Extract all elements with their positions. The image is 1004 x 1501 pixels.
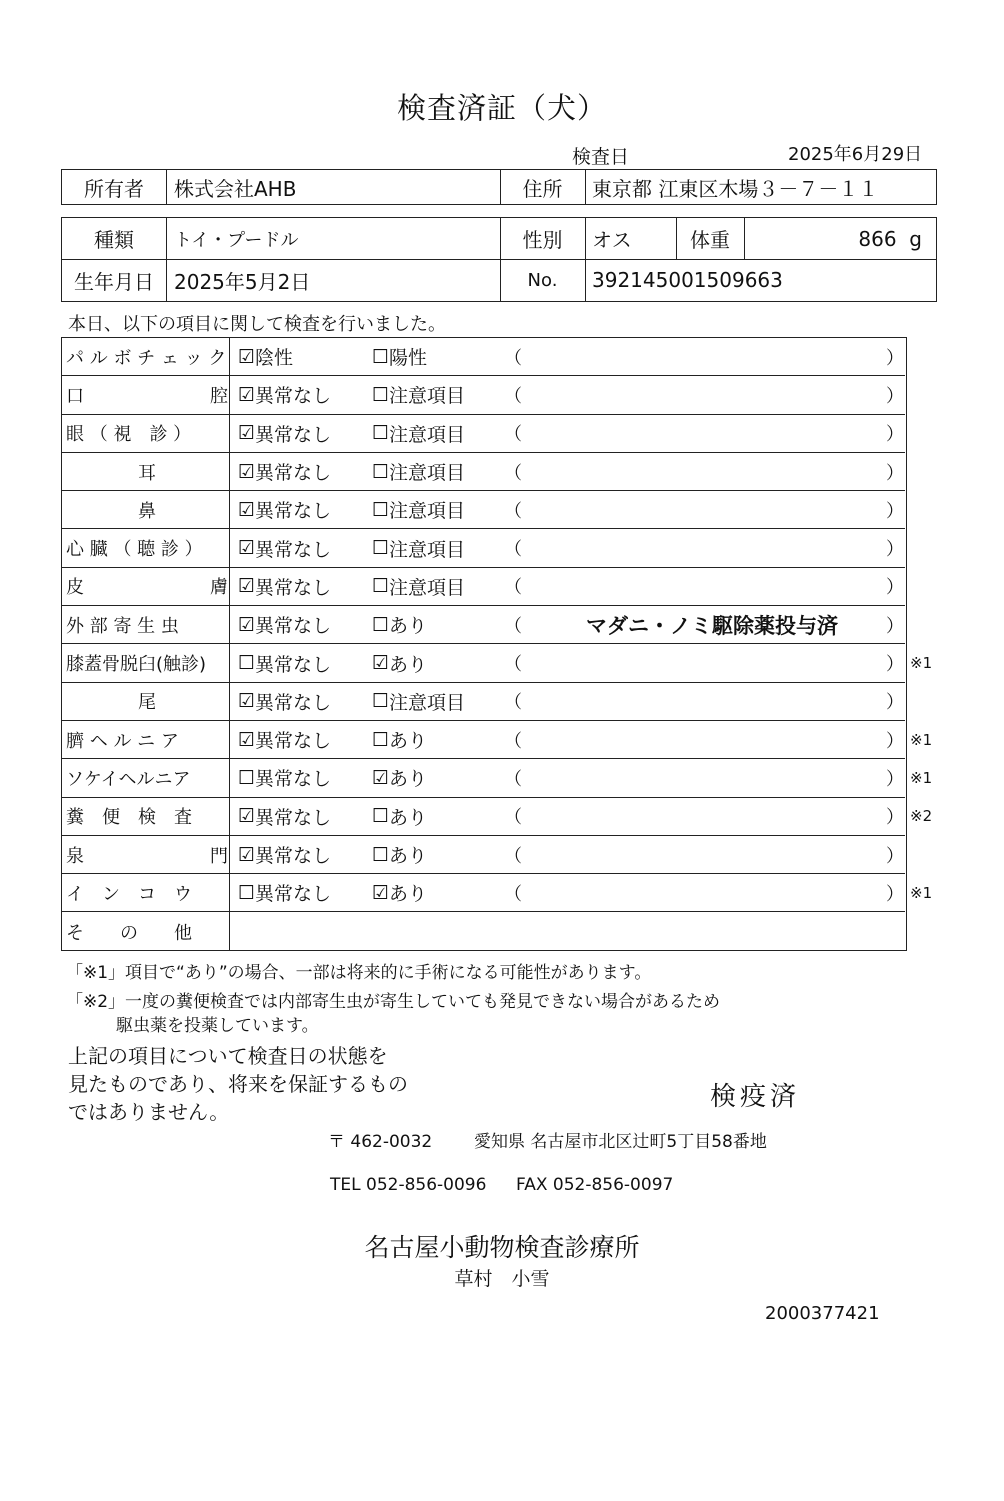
paren-close: ）: [886, 347, 904, 369]
checkbox-icon[interactable]: ☐: [372, 422, 390, 445]
clinic-fax: FAX 052-856-0097: [516, 1175, 674, 1195]
exam-item-label: ソケイヘルニア: [66, 768, 191, 790]
paren-open: （: [504, 883, 522, 905]
exam-item-label: 皮 膚: [66, 577, 228, 599]
option-label: あり: [389, 768, 428, 791]
option-abnormal[interactable]: [372, 453, 465, 490]
option-abnormal[interactable]: [372, 376, 465, 413]
checkbox-icon[interactable]: ☐: [238, 766, 256, 789]
paren-open: （: [504, 424, 522, 446]
exam-note: マダニ・ノミ駆除薬投与済: [586, 613, 838, 638]
no-value: 392145001509663: [592, 268, 783, 292]
checkbox-icon[interactable]: ☐: [372, 843, 390, 866]
checkbox-icon[interactable]: ☑: [238, 345, 256, 368]
exam-row: [62, 453, 905, 491]
exam-row: [62, 798, 933, 836]
footnote-mark: ※1: [910, 654, 933, 673]
option-label: 注意項目: [389, 538, 466, 561]
checkbox-icon[interactable]: ☐: [372, 537, 390, 560]
exam-row: [62, 683, 905, 721]
checkbox-icon[interactable]: ☐: [238, 652, 256, 675]
paren-open: （: [504, 577, 522, 599]
option-label: あり: [389, 845, 428, 868]
option-abnormal[interactable]: [372, 874, 427, 911]
exam-row: [62, 874, 933, 912]
option-label: 異常なし: [255, 806, 332, 829]
exam-item-label: 泉 門: [66, 845, 228, 867]
option-normal[interactable]: [238, 568, 331, 605]
breed-label: 種類: [94, 228, 134, 252]
exam-item-label: 外 部 寄 生 虫: [66, 615, 179, 637]
dob-value: 2025年5月2日: [174, 269, 311, 294]
option-label: 異常なし: [255, 883, 332, 906]
exam-table: [61, 337, 933, 951]
footnote-mark: ※2: [910, 807, 933, 826]
exam-date-label: 検査日: [572, 146, 630, 168]
option-label: 異常なし: [255, 691, 332, 714]
quarantine-stamp: 検疫済: [710, 1082, 801, 1112]
exam-row: [62, 721, 933, 759]
checkbox-icon[interactable]: ☑: [372, 652, 390, 675]
option-abnormal[interactable]: [372, 721, 427, 758]
exam-row: [62, 644, 933, 682]
checkbox-icon[interactable]: ☑: [238, 460, 256, 483]
checkbox-icon[interactable]: ☐: [372, 575, 390, 598]
paren-open: （: [504, 385, 522, 407]
option-normal[interactable]: [238, 721, 331, 758]
option-label: 注意項目: [389, 576, 466, 599]
exam-row: [62, 606, 905, 644]
checkbox-icon[interactable]: ☐: [372, 345, 390, 368]
option-label: 陽性: [389, 347, 428, 370]
weight-value: 866 g: [858, 226, 922, 251]
exam-item-label: そ の 他: [66, 922, 192, 944]
paren-close: ）: [886, 883, 904, 905]
exam-item-label: 心 臓 （ 聴 診 ）: [66, 539, 203, 561]
exam-row: [62, 568, 905, 606]
exam-item-label: 尾: [66, 692, 156, 714]
footnote-mark: ※1: [910, 883, 933, 902]
option-abnormal[interactable]: [372, 644, 427, 681]
checkbox-icon[interactable]: ☑: [238, 805, 256, 828]
doctor-name: 草村 小雪: [454, 1268, 550, 1290]
option-label: 異常なし: [255, 615, 332, 638]
option-abnormal[interactable]: [372, 836, 427, 873]
disclaimer: [68, 1042, 408, 1126]
option-label: 注意項目: [389, 423, 466, 446]
owner-label: 所有者: [84, 176, 144, 201]
exam-row: [62, 338, 905, 376]
exam-date: 2025年6月29日: [788, 144, 923, 165]
option-label: あり: [389, 653, 428, 676]
paren-open: （: [504, 654, 522, 676]
footnote-1: 「※1」項目で“あり”の場合、一部は将来的に手術になる可能性があります。: [66, 963, 652, 983]
clinic-address: 愛知県 名古屋市北区辻町5丁目58番地: [474, 1132, 767, 1152]
option-label: 異常なし: [255, 423, 332, 446]
exam-row: [62, 376, 905, 414]
paren-close: ）: [886, 654, 904, 676]
checkbox-icon[interactable]: ☐: [238, 881, 256, 904]
option-normal[interactable]: [238, 759, 331, 796]
paren-close: ）: [886, 462, 904, 484]
no-label: No.: [527, 269, 558, 291]
owner-value: 株式会社AHB: [174, 176, 297, 201]
option-label: 異常なし: [255, 768, 332, 791]
paren-open: （: [504, 462, 522, 484]
option-normal[interactable]: [238, 338, 293, 375]
option-label: 異常なし: [255, 576, 332, 599]
option-label: あり: [389, 730, 428, 753]
checkbox-icon[interactable]: ☑: [372, 881, 390, 904]
sex-label: 性別: [522, 228, 563, 252]
option-normal[interactable]: [238, 874, 331, 911]
paren-close: ）: [886, 692, 904, 714]
disclaimer-line-3: ではありません。: [68, 1100, 230, 1124]
checkbox-icon[interactable]: ☑: [238, 843, 256, 866]
sex-value: オス: [592, 228, 632, 252]
option-label: あり: [389, 806, 428, 829]
option-label: 異常なし: [255, 653, 332, 676]
exam-item-label: 臍 ヘ ル ニ ア: [66, 730, 179, 752]
option-normal[interactable]: [238, 836, 331, 873]
option-label: 陰性: [255, 347, 294, 370]
paren-open: （: [504, 615, 522, 637]
checkbox-icon[interactable]: ☑: [238, 613, 256, 636]
clinic-name: 名古屋小動物検査診療所: [364, 1233, 640, 1262]
checkbox-icon[interactable]: ☑: [238, 537, 256, 560]
option-normal[interactable]: [238, 415, 331, 452]
checkbox-icon[interactable]: ☑: [238, 383, 256, 406]
exam-row: [62, 836, 905, 874]
footnote-mark: ※1: [910, 768, 933, 787]
exam-item-label: イ ン コ ウ: [66, 883, 192, 905]
paren-close: ）: [886, 730, 904, 752]
clinic-tel: TEL 052-856-0096: [330, 1175, 487, 1195]
checkbox-icon[interactable]: ☑: [238, 728, 256, 751]
exam-item-label: 耳: [66, 462, 156, 484]
option-abnormal[interactable]: [372, 491, 465, 528]
checkbox-icon[interactable]: ☐: [372, 613, 390, 636]
option-label: 異常なし: [255, 385, 332, 408]
option-abnormal[interactable]: [372, 798, 427, 835]
serial-number: 2000377421: [765, 1303, 880, 1324]
exam-item-label: 眼 （ 視 診 ）: [66, 424, 192, 446]
paren-close: ）: [886, 424, 904, 446]
option-abnormal[interactable]: [372, 338, 427, 375]
intro-text: 本日、以下の項目に関して検査を行いました。: [68, 314, 446, 335]
option-label: 異常なし: [255, 462, 332, 485]
address-label: 住所: [522, 176, 563, 201]
postal-code: 〒 462-0032: [328, 1132, 433, 1152]
owner-box: [61, 169, 937, 205]
option-normal[interactable]: [238, 683, 331, 720]
address-value: 東京都 江東区木場３－７－１１: [592, 176, 879, 201]
paren-open: （: [504, 347, 522, 369]
weight-label: 体重: [690, 228, 730, 252]
dob-label: 生年月日: [74, 269, 154, 294]
option-abnormal[interactable]: [372, 415, 465, 452]
option-label: 異常なし: [255, 845, 332, 868]
option-label: あり: [389, 883, 428, 906]
checkbox-icon[interactable]: ☐: [372, 728, 390, 751]
option-normal[interactable]: [238, 376, 331, 413]
option-label: 注意項目: [389, 691, 466, 714]
disclaimer-line-2: 見たものであり、将来を保証するもの: [68, 1072, 408, 1096]
paren-close: ）: [886, 768, 904, 790]
paren-close: ）: [886, 500, 904, 522]
paren-close: ）: [886, 845, 904, 867]
exam-item-label: 鼻: [66, 500, 156, 522]
option-normal[interactable]: [238, 644, 331, 681]
exam-row: [62, 530, 905, 568]
paren-open: （: [504, 845, 522, 867]
option-label: 異常なし: [255, 500, 332, 523]
paren-close: ）: [886, 807, 904, 829]
checkbox-icon[interactable]: ☐: [372, 498, 390, 521]
exam-row: [62, 913, 905, 951]
checkbox-icon[interactable]: ☐: [372, 460, 390, 483]
option-normal[interactable]: [238, 606, 331, 643]
checkbox-icon[interactable]: ☐: [372, 805, 390, 828]
option-abnormal[interactable]: [372, 568, 465, 605]
paren-close: ）: [886, 385, 904, 407]
option-normal[interactable]: [238, 491, 331, 528]
footnote-2-line1: 「※2」一度の糞便検査では内部寄生虫が寄生していても発見できない場合があるため: [66, 992, 721, 1012]
checkbox-icon[interactable]: ☑: [238, 422, 256, 445]
option-abnormal[interactable]: [372, 606, 427, 643]
exam-item-label: 口 腔: [66, 385, 228, 407]
paren-close: ）: [886, 539, 904, 561]
checkbox-icon[interactable]: ☑: [372, 766, 390, 789]
checkbox-icon[interactable]: ☑: [238, 575, 256, 598]
option-label: 注意項目: [389, 385, 466, 408]
paren-open: （: [504, 500, 522, 522]
checkbox-icon[interactable]: ☐: [372, 690, 390, 713]
exam-row: [62, 491, 905, 529]
exam-item-label: 膝蓋骨脱臼(触診): [66, 654, 207, 676]
option-abnormal[interactable]: [372, 683, 465, 720]
exam-row: [62, 759, 933, 797]
option-abnormal[interactable]: [372, 530, 465, 567]
paren-open: （: [504, 692, 522, 714]
footnote-2-line2: 駆虫薬を投薬しています。: [116, 1016, 319, 1036]
page-title: 検査済証（犬）: [396, 91, 607, 125]
paren-close: ）: [886, 615, 904, 637]
pet-info-box: [61, 217, 937, 302]
exam-item-label: パ ル ボ チ ェ ッ ク: [66, 347, 227, 369]
paren-open: （: [504, 807, 522, 829]
breed-value: トイ・プードル: [174, 229, 299, 251]
disclaimer-line-1: 上記の項目について検査日の状態を: [68, 1044, 388, 1068]
option-normal[interactable]: [238, 530, 331, 567]
checkbox-icon[interactable]: ☐: [372, 383, 390, 406]
exam-item-label: 糞 便 検 査: [66, 807, 192, 829]
checkbox-icon[interactable]: ☑: [238, 498, 256, 521]
paren-open: （: [504, 730, 522, 752]
footnote-mark: ※1: [910, 730, 933, 749]
option-label: 注意項目: [389, 500, 466, 523]
option-normal[interactable]: [238, 453, 331, 490]
option-abnormal[interactable]: [372, 759, 427, 796]
paren-open: （: [504, 768, 522, 790]
option-normal[interactable]: [238, 798, 331, 835]
paren-open: （: [504, 539, 522, 561]
option-label: 異常なし: [255, 538, 332, 561]
paren-close: ）: [886, 577, 904, 599]
option-label: 異常なし: [255, 730, 332, 753]
exam-row: [62, 415, 905, 453]
option-label: 注意項目: [389, 462, 466, 485]
option-label: あり: [389, 615, 428, 638]
checkbox-icon[interactable]: ☑: [238, 690, 256, 713]
